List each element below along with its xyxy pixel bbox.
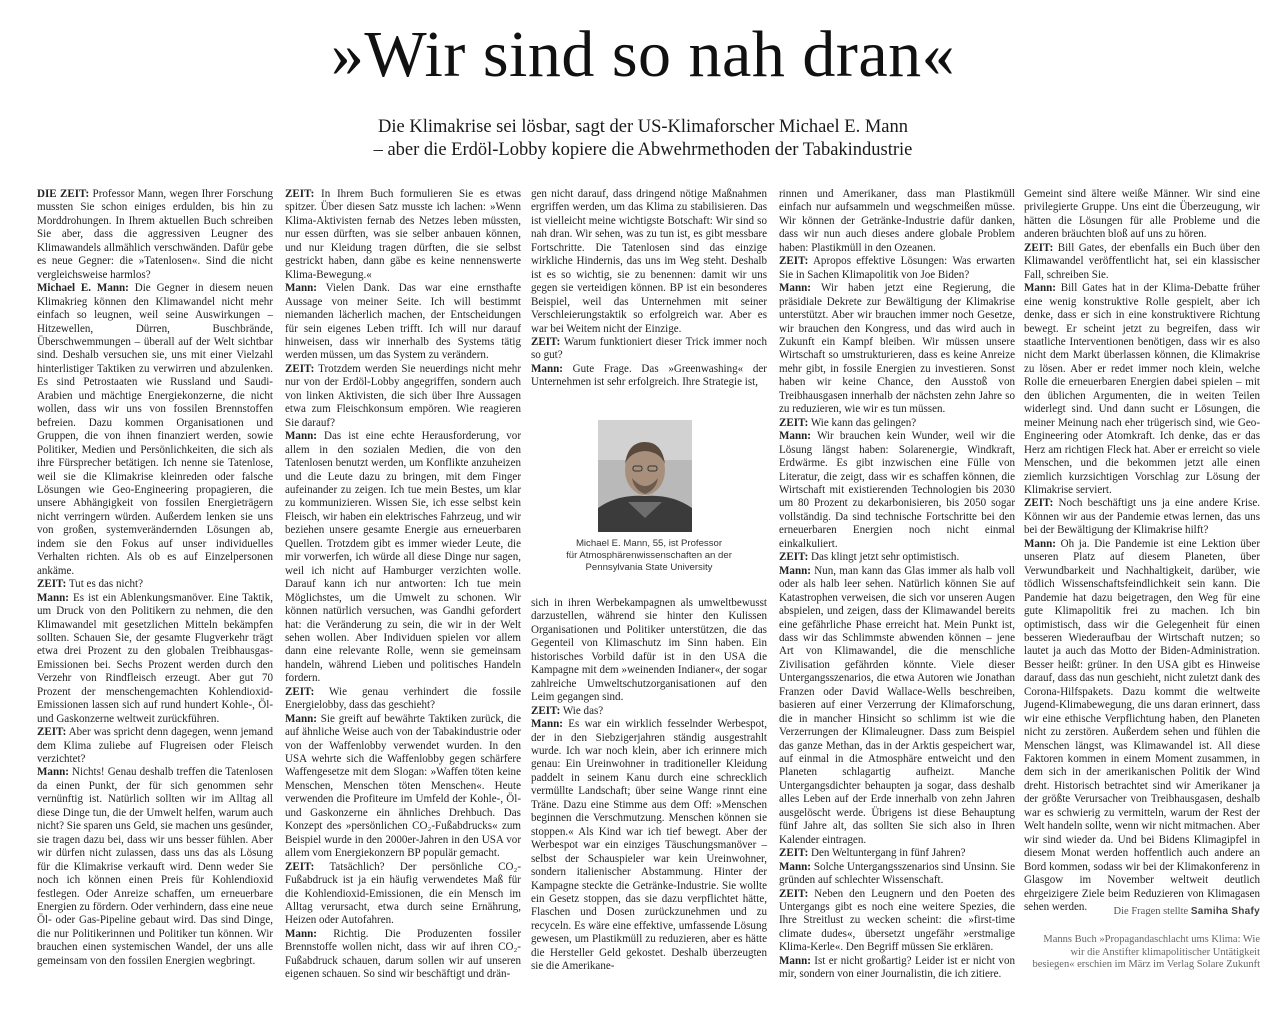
- speaker-label: Mann:: [1024, 537, 1056, 550]
- interview-paragraph: [531, 705, 767, 718]
- paragraph-text: Die Gegner in diesem neuen Klimakrieg können den Klimawandel nicht mehr einfach so leugnen, weil seine Auswirkungen – Hitzewellen, Dürren, Buschbrände, Überschwemmungen – überall auf der Welt sichtbar sind. Deshalb versuchen sie, uns mit einer Vielzahl hinterlistiger Taktiken zu verwirren und abzulenken. Es sind Petrostaaten wie Russland und Saudi-Arabien und mächtige Energiekonzerne, die nicht wollen, dass wir uns von fossilen Brennstoffen befreien. Dazu kommen Organisationen und Gruppen, die von ihnen finanziert werden, sowie Politiker, Medien und Persönlichkeiten, die sich als ihre Fürsprecher betätigen. Ich nenne sie Tatenlose, weil sie die Klimakrise kleinreden oder falsche Lösungen wie Geo-Engineering propagieren, die unsere Abhängigkeit von fossilen Energieträgern nicht verringern würden. Außerdem lenken sie uns von großen, systemverändernden Lösungen ab, indem sie den Fokus auf unser individuelles Verhalten richten. Als ob es auf Einzelpersonen ankäme.: [37, 282, 274, 577]
- portrait-image: [598, 420, 692, 532]
- paragraph-text: Tut es das nicht?: [66, 578, 143, 591]
- speaker-label: Mann:: [779, 430, 811, 443]
- speaker-label: ZEIT:: [1024, 497, 1054, 510]
- interview-paragraph: [285, 861, 521, 928]
- interview-paragraph: [285, 928, 521, 982]
- paragraph-text: Noch beschäftigt uns ja eine andere Krise. Können wir aus der Pandemie etwas lernen, das uns bei der Bewältigung der Klimakrise hilft?: [1024, 497, 1260, 537]
- paragraph-text: Den Weltuntergang in fünf Jahren?: [808, 847, 966, 860]
- interview-paragraph: [37, 766, 273, 968]
- paragraph-text: Richtig. Die Produzenten fossiler Brennstoffe wollen nicht, dass wir auf ihren CO₂-Fußabdruck schauen, darum sollen wir auf unseren eigenen schauen. So sind wir beschäftigt und drän-: [285, 927, 521, 981]
- interview-paragraph: [285, 188, 521, 282]
- text-column-4: [779, 188, 1015, 984]
- subtitle-line: Die Klimakrise sei lösbar, sagt der US-Klimaforscher Michael E. Mann: [378, 117, 908, 137]
- article-headline: »Wir sind so nah dran«: [330, 18, 956, 91]
- text-column-3-bottom: [531, 597, 767, 987]
- speaker-label: Mann:: [779, 860, 811, 873]
- note-line: besiegen« erschien im März im Verlag Solare Zukunft: [1032, 959, 1260, 970]
- interview-paragraph: [1024, 538, 1260, 915]
- paragraph-text: Solche Untergangsszenarios sind Unsinn. Sie gründen auf schlechter Wissenschaft.: [779, 860, 1015, 887]
- interview-paragraph: [1024, 188, 1260, 242]
- paragraph-text: Professor Mann, wegen Ihrer Forschung mussten Sie schon einiges erdulden, bis hin zu Morddrohungen. In Ihrem aktuellen Buch schreiben Sie aber, dass die aggressiven Leugner des Klimawandels allmählich verschwänden. Dafür gebe es neue Gegner: die »Tatenlosen«. Sind die nicht vergleichsweise harmlos?: [37, 188, 274, 281]
- note-line: Manns Buch »Propagandaschlacht ums Klima: Wie: [1043, 934, 1260, 945]
- interview-paragraph: [779, 188, 1015, 255]
- speaker-label: ZEIT:: [779, 551, 809, 564]
- interview-paragraph: [779, 861, 1015, 888]
- speaker-label: Mann:: [1024, 282, 1056, 295]
- speaker-label: DIE ZEIT:: [37, 188, 90, 200]
- speaker-label: Mann:: [531, 362, 563, 375]
- speaker-label: Mann:: [779, 282, 811, 295]
- paragraph-text: Oh ja. Die Pandemie ist eine Lektion über unseren Platz auf diesem Planeten, über Verwundbarkeit und Nachhaltigkeit, darüber, wie tödlich Wissenschaftsfeindlichkeit sein kann. Die Pandemie hat dazu beigetragen, den Weg für eine gute Klimapolitik frei zu machen. Ich bin optimistisch, dass wir die Gelegenheit für einen besseren Wiederaufbau der Wirtschaft nutzen; so lautet ja auch das Motto der Biden-Administration. Besser heißt: grüner. In den USA gibt es Hinweise darauf, dass das nun geschieht, nicht zuletzt dank des Corona-Hilfspakets. Dazu kommt die weltweite Jugend-Klimabewegung, die uns daran erinnert, dass wir eine ethische Verpflichtung haben, den Planeten nicht zu zerstören. Außerdem sehen und fühlen die Menschen längst, was Klimawandel ist. All diese Faktoren kommen in einem Moment zusammen, in dem sich in der amerikanischen Politik der Wind dreht. Historisch betrachtet sind wir Amerikaner ja der größte Verursacher von Treibhausgasen, deshalb war es schwierig zu vermitteln, warum der Rest der Welt handeln sollte, wenn wir nicht mitmachen. Aber wir sind wieder da. Und bei Bidens Klimagipfel in diesem Monat werden hoffentlich auch andere an Bord kommen, sodass wir bei der Klimakonferenz in Glasgow im November weltweit deutlich ehrgeizigere Ziele beim Reduzieren von Klimagasen sehen werden.: [1024, 537, 1260, 914]
- paragraph-text: Warum funktioniert dieser Trick immer noch so gut?: [531, 335, 767, 362]
- speaker-label: ZEIT:: [531, 704, 561, 717]
- interview-paragraph: [1024, 497, 1260, 537]
- interview-paragraph: [779, 255, 1015, 282]
- interview-paragraph: [779, 551, 1015, 564]
- text-column-3-top: [531, 188, 767, 448]
- interview-paragraph: [779, 565, 1015, 848]
- paragraph-text: Wir brauchen kein Wunder, weil wir die Lösung längst haben: Solarenergie, Windkraft, Erdwärme. Es gibt inzwischen eine Fülle von Literatur, die zeigt, dass wir es schaffen können, die Wirtschaft mit existierenden Technologien bis 2030 um 80 Prozent zu dekarbonisieren, bis 2050 sogar vollständig. Da sind technische Fortschritte bei den erneuerbaren Energien noch nicht einmal einkalkuliert.: [779, 430, 1015, 550]
- interview-paragraph: [1024, 282, 1260, 497]
- caption-line: Pennsylvania State University: [585, 562, 713, 573]
- interview-paragraph: [1024, 242, 1260, 282]
- interview-paragraph: [779, 847, 1015, 860]
- speaker-label: ZEIT:: [779, 887, 809, 900]
- paragraph-text: Tatsächlich? Der persönliche CO₂-Fußabdruck ist ja ein häufig verwendetes Maß für die Kohlendioxid-Emissionen, die ein Mensch im Alltag verursacht, etwa durch seine Ernährung, Heizen oder Autofahren.: [285, 860, 521, 927]
- paragraph-text: Apropos effektive Lösungen: Was erwarten Sie in Sachen Klimapolitik von Joe Biden?: [779, 255, 1015, 281]
- speaker-label: ZEIT:: [285, 685, 315, 698]
- speaker-label: ZEIT:: [37, 726, 67, 739]
- interview-paragraph: [37, 188, 273, 282]
- speaker-label: Mann:: [285, 430, 317, 443]
- interview-credit: [1024, 906, 1260, 917]
- paragraph-text: Wie genau verhindert die fossile Energielobby, dass das geschieht?: [285, 685, 521, 712]
- paragraph-text: Wie kann das gelingen?: [808, 416, 917, 429]
- interview-paragraph: [37, 578, 273, 591]
- speaker-label: ZEIT:: [531, 335, 561, 348]
- speaker-label: Mann:: [37, 766, 69, 779]
- interview-paragraph: [285, 686, 521, 713]
- interview-paragraph: [285, 430, 521, 686]
- interview-paragraph: [531, 336, 767, 363]
- book-note: [1024, 934, 1260, 972]
- speaker-label: ZEIT:: [285, 860, 315, 873]
- paragraph-text: Sie greift auf bewährte Taktiken zurück, die auf ähnliche Weise auch von der Tabakindustrie oder von der Waffenlobby verwendet wurden. In den USA wehrte sich die Waffenlobby gegen schärfere Waffengesetze mit dem Slogan: »Waffen töten keine Menschen, Menschen töten Menschen«. Heute verwenden die Profiteure im Umfeld der Kohle-, Öl- und Gaskonzerne ein ähnliches Drehbuch. Das Konzept des »persönlichen CO₂-Fußabdrucks« zum Beispiel wurde in den 2000er-Jahren in den USA vor allem vom Energiekonzern BP populär gemacht.: [285, 712, 521, 860]
- paragraph-text: Trotzdem werden Sie neuerdings nicht mehr nur von der Erdöl-Lobby angegriffen, sondern auch von linken Aktivisten, die sich über Ihre Aussagen etwa zum Fleischkonsum empören. Wie reagieren Sie darauf?: [285, 362, 521, 429]
- paragraph-text: Bill Gates hat in der Klima-Debatte früher eine wenig konstruktive Rolle gespielt, aber ich denke, dass er sich in eine konstruktivere Richtung bewegt. Er scheint jetzt zu begreifen, dass wir staatliche Interventionen benötigen, dass wir es also nicht dem Markt überlassen können, die Klimakrise zu lösen. Aber er redet immer noch klein, welche Rolle die erneuerbaren Energien dabei spielen – mit den üblichen Argumenten, die in weiten Teilen widerlegt sind. Und dann sucht er Lösungen, die meiner Meinung nach eher trügerisch sind, wie Geo-Engineering oder Atomkraft. Ich denke, das er das Herz am richtigen Fleck hat. Aber er erreicht so viele Menschen, und die bekommen jetzt alle einen ziemlich kurzsichtigen Vorschlag zur Lösung der Klimakrise serviert.: [1024, 282, 1260, 496]
- paragraph-text: sich in ihren Werbekampagnen als umweltbewusst darzustellen, während sie hinter den Kulissen Organisationen und Politiker unterstützen, die das Gegenteil von Klimaschutz im Sinn haben. Ein historisches Vorbild dafür ist in den USA die Kampagne mit dem »weinenden Indianer«, der sogar zahlreiche Umweltschutzorganisationen auf den Leim gegangen sind.: [531, 597, 767, 704]
- text-column-2: [285, 188, 521, 984]
- paragraph-text: rinnen und Amerikaner, dass man Plastikmüll einfach nur aufsammeln und wegschmeißen müsse. Wir können der Getränke-Industrie dafür danken, dass wir nun auch dieses andere globale Problem haben: Plastikmüll in den Ozeanen.: [779, 188, 1015, 254]
- text-column-1: [37, 188, 273, 984]
- paragraph-text: In Ihrem Buch formulieren Sie es etwas spitzer. Über diesen Satz musste ich lachen: »Wenn Klima-Aktivisten fernab des Netzes leben müssten, nur essen dürften, was sie selber anbauen können, und nur Kleidung tragen dürften, die sie selbst gestrickt haben, dann gäbe es keine nennenswerte Klima-Bewegung.«: [285, 188, 521, 281]
- interview-paragraph: [779, 430, 1015, 551]
- paragraph-text: Wir haben jetzt eine Regierung, die präsidiale Dekrete zur Bewältigung der Klimakrise unterstützt. Aber wir brauchen immer noch Gesetze, wir brauchen den Kongress, und das wird auch in Zukunft ein Kampf bleiben. Wir müssen unsere Wirtschaft so umstrukturieren, dass es keine Anreize mehr gibt, in fossile Energien zu investieren. Sonst haben wir keine Chance, den Ausstoß von Treibhausgasen innerhalb der nächsten zehn Jahre so zu reduzieren, wie wir es tun müssen.: [779, 282, 1015, 416]
- speaker-label: ZEIT:: [285, 362, 315, 375]
- interviewer-name: Samiha Shafy: [1190, 906, 1260, 917]
- speaker-label: Mann:: [285, 282, 317, 295]
- paragraph-text: Gemeint sind ältere weiße Männer. Wir sind eine privilegierte Gruppe. Uns eint die Überzeugung, wir hätten die Lösungen für alle Probleme und die anderen bräuchten bloß auf uns zu hören.: [1024, 188, 1260, 241]
- interview-paragraph: [37, 726, 273, 766]
- speaker-label: ZEIT:: [1024, 241, 1054, 254]
- speaker-label: Mann:: [285, 927, 317, 940]
- speaker-label: Mann:: [37, 591, 69, 604]
- interview-paragraph: [285, 282, 521, 363]
- paragraph-text: gen nicht darauf, dass dringend nötige Maßnahmen ergriffen werden, um das Klima zu stabilisieren. Das ist vielleicht meine wichtigste Botschaft: Wir sind so nah dran. Wir sehen, was zu tun ist, es gibt messbare Fortschritte. Die Tatenlosen sind das einzige wirkliche Hindernis, das uns im Weg steht. Deshalb ist es so wichtig, sie zu benennen: damit wir uns gegen sie verteidigen können. BP ist ein besonderes Beispiel, weil das Unternehmen mit seiner Verschleierungstaktik so erfolgreich war. Aber es war bei Weitem nicht der Einzige.: [531, 188, 767, 335]
- photo-caption: [531, 538, 767, 574]
- interview-paragraph: [531, 188, 767, 336]
- paragraph-text: Es ist ein Ablenkungsmanöver. Eine Taktik, um Druck von den Politikern zu nehmen, die den Klimawandel mit gesetzlichen Mitteln bekämpfen sollten. Schauen Sie, der gesamte Flugverkehr trägt etwa drei Prozent zu den globalen Treibhausgas-Emissionen bei. Sechs Prozent werden durch den Verzehr von Rindfleisch erzeugt. Aber gut 70 Prozent der menschengemachten Kohlendioxid-Emissionen lassen sich auf rund hundert Kohle-, Öl- und Gaskonzerne weltweit zurückführen.: [37, 591, 273, 725]
- speaker-label: ZEIT:: [37, 578, 67, 591]
- paragraph-text: Bill Gates, der ebenfalls ein Buch über den Klimawandel veröffentlicht hat, sei ein klassischer Fall, schreiben Sie.: [1024, 241, 1260, 281]
- paragraph-text: Nun, man kann das Glas immer als halb voll oder als halb leer sehen. Natürlich können Sie auf Katastrophen verweisen, die sich vor unseren Augen abspielen, und zeigen, dass der Klimawandel bereits eine gefährliche Phase erreicht hat. Mein Punkt ist, dass wir das Schlimmste abwenden können – jene Art von Klimawandel, die die menschliche Zivilisation gefährden könnte. Viele dieser Untergangsszenarios, die etwa Autoren wie Jonathan Franzen oder David Wallace-Wells beschreiben, basieren auf einer Verzerrung der Klimaforschung, die in mancher Hinsicht so schlimm ist wie die Verzerrungen der Klimaleugner. Dass zum Beispiel das ganze Methan, das in der Arktis gespeichert war, auf einmal in die Atmosphäre entweicht und den Planeten schlagartig aufheizt. Manche Untergangsdichter behaupten ja sogar, dass deshalb alles Leben auf der Erde innerhalb von zehn Jahren ausgelöscht werde. Übrigens ist diese Behauptung fünf Jahre alt, das sollten Sie sich also in Ihren Kalender eintragen.: [779, 564, 1015, 846]
- note-line: wir die Anstifter klimapolitischer Untätigkeit: [1070, 946, 1260, 958]
- interview-paragraph: [779, 282, 1015, 417]
- speaker-label: Michael E. Mann:: [37, 282, 129, 295]
- speaker-label: ZEIT:: [779, 847, 809, 860]
- speaker-label: Mann:: [779, 564, 811, 577]
- interview-paragraph: [779, 417, 1015, 430]
- speaker-label: Mann:: [285, 712, 317, 725]
- speaker-label: ZEIT:: [779, 255, 809, 268]
- interview-paragraph: [37, 282, 273, 578]
- paragraph-text: Es war ein wirklich fesselnder Werbespot, der in den Siebzigerjahren ständig ausgestrahlt wurde. Ich war noch klein, aber ich erinnere mich genau: Ein Ureinwohner in traditioneller Kleidung paddelt in seinem Kanu durch eine schrecklich vermüllte Landschaft; über seine Wange rinnt eine Träne. Dazu eine Stimme aus dem Off: »Menschen beginnen die Verschmutzung. Menschen können sie stoppen.« Als Kind war ich tief bewegt. Aber der Werbespot war ein einziges Täuschungsmanöver – selbst der Schauspieler war kein Ureinwohner, sondern italienischer Abstammung. Hinter der Kampagne steckte die Getränke-Industrie. Sie wollte ein Gesetz stoppen, das sie dazu verpflichtet hätte, Flaschen und Dosen zurückzunehmen und zu recyceln. Es wäre eine effektive, umfassende Lösung gewesen, um Plastikmüll zu reduzieren, aber es hätte die Hersteller Geld gekostet. Deshalb überzeugten sie die Amerikane-: [531, 718, 767, 973]
- credit-prefix: Die Fragen stellte: [1113, 906, 1189, 917]
- speaker-label: Mann:: [779, 954, 811, 967]
- interview-paragraph: [285, 713, 521, 861]
- caption-line: Michael E. Mann, 55, ist Professor: [575, 538, 723, 549]
- article-subtitle: [0, 116, 1286, 162]
- interview-paragraph: [37, 592, 273, 727]
- paragraph-text: Vielen Dank. Das war eine ernsthafte Aussage von meiner Seite. Ich will bestimmt niemanden lächerlich machen, der Entscheidungen für sein eigenes Leben trifft. Ich will nur darauf hinweisen, dass wir innerhalb des Systems tätig werden müssen, um das System zu verändern.: [285, 282, 521, 362]
- portrait-photo: [598, 420, 692, 532]
- subtitle-line: – aber die Erdöl-Lobby kopiere die Abwehrmethoden der Tabakindustrie: [373, 140, 913, 160]
- interview-paragraph: [779, 888, 1015, 955]
- paragraph-text: Wie das?: [560, 704, 604, 717]
- interview-paragraph: [285, 363, 521, 430]
- speaker-label: ZEIT:: [779, 416, 809, 429]
- paragraph-text: Das klingt jetzt sehr optimistisch.: [808, 551, 960, 564]
- speaker-label: ZEIT:: [285, 188, 315, 200]
- paragraph-text: Ist er nicht großartig? Leider ist er nicht von mir, sondern von einer Journalistin, die ich zitiere.: [779, 954, 1015, 981]
- interview-paragraph: [531, 363, 767, 390]
- interview-paragraph: [779, 955, 1015, 982]
- speaker-label: Mann:: [531, 718, 563, 731]
- caption-line: für Atmosphärenwissenschaften an der: [566, 550, 732, 561]
- paragraph-text: Gute Frage. Das »Greenwashing« der Unternehmen ist sehr erfolgreich. Ihre Strategie ist,: [531, 362, 767, 389]
- interview-paragraph: [531, 597, 767, 705]
- paragraph-text: Neben den Leugnern und den Poeten des Untergangs gibt es noch eine weitere Spezies, die Ihre Streitlust zu wecken scheint: die »first-time climate dudes«, übersetzt ungefähr »erstmalige Klima-Kerle«. Den Begriff müssen Sie erklären.: [779, 887, 1015, 954]
- paragraph-text: Nichts! Genau deshalb treffen die Tatenlosen da einen Punkt, der für sich genommen sehr vernünftig ist. Natürlich sollten wir im Alltag all diese Dinge tun, die der Umwelt helfen, warum auch nicht? Sie sparen uns Geld, sie machen uns gesünder, sie tragen dazu bei, dass wir uns besser fühlen. Aber wir dürfen nicht zulassen, dass uns das als Lösung für die Klimakrise verkauft wird. Denn weder Sie noch ich können einen Preis für Kohlendioxid festlegen. Oder Anreize schaffen, um erneuerbare Energien zu fördern. Oder verhindern, dass eine neue Öl- oder Gas-Pipeline gebaut wird. Das sind Dinge, die nur Politikerinnen und Politiker tun können. Wir brauchen einen systemischen Wandel, der uns alle gemeinsam von den fossilen Energien wegbringt.: [37, 766, 273, 967]
- interview-paragraph: [531, 718, 767, 974]
- paragraph-text: Aber was spricht denn dagegen, wenn jemand dem Klima zuliebe auf Flugreisen oder Fleisch verzichtet?: [37, 726, 273, 766]
- paragraph-text: Das ist eine echte Herausforderung, vor allem in den sozialen Medien, die von den Tatenlosen benutzt werden, um Konflikte anzuheizen und die Leute dazu zu bringen, mit dem Finger aufeinander zu zeigen. Ich tue mein Bestes, um klar zu kommunizieren. Wissen Sie, ich esse selbst kein Fleisch, wir haben ein elektrisches Fahrzeug, und wir beziehen unsere gesamte Energie aus erneuerbaren Quellen. Trotzdem gibt es immer wieder Leute, die mir vorwerfen, ich würde all diese Dinge nur sagen, weil ich nicht auf Hamburger verzichten wolle. Darauf kann ich nur antworten: Ich tue mein Möglichstes, um die Umwelt zu schonen. Wir können natürlich versuchen, was Gandhi gefordert hat: die Veränderung zu sein, die wir in der Welt sehen wollen. Aber Individuen spielen vor allem dann eine relevante Rolle, wenn sie gemeinsam handeln, während Lieben und politisches Handeln fordern.: [285, 430, 521, 685]
